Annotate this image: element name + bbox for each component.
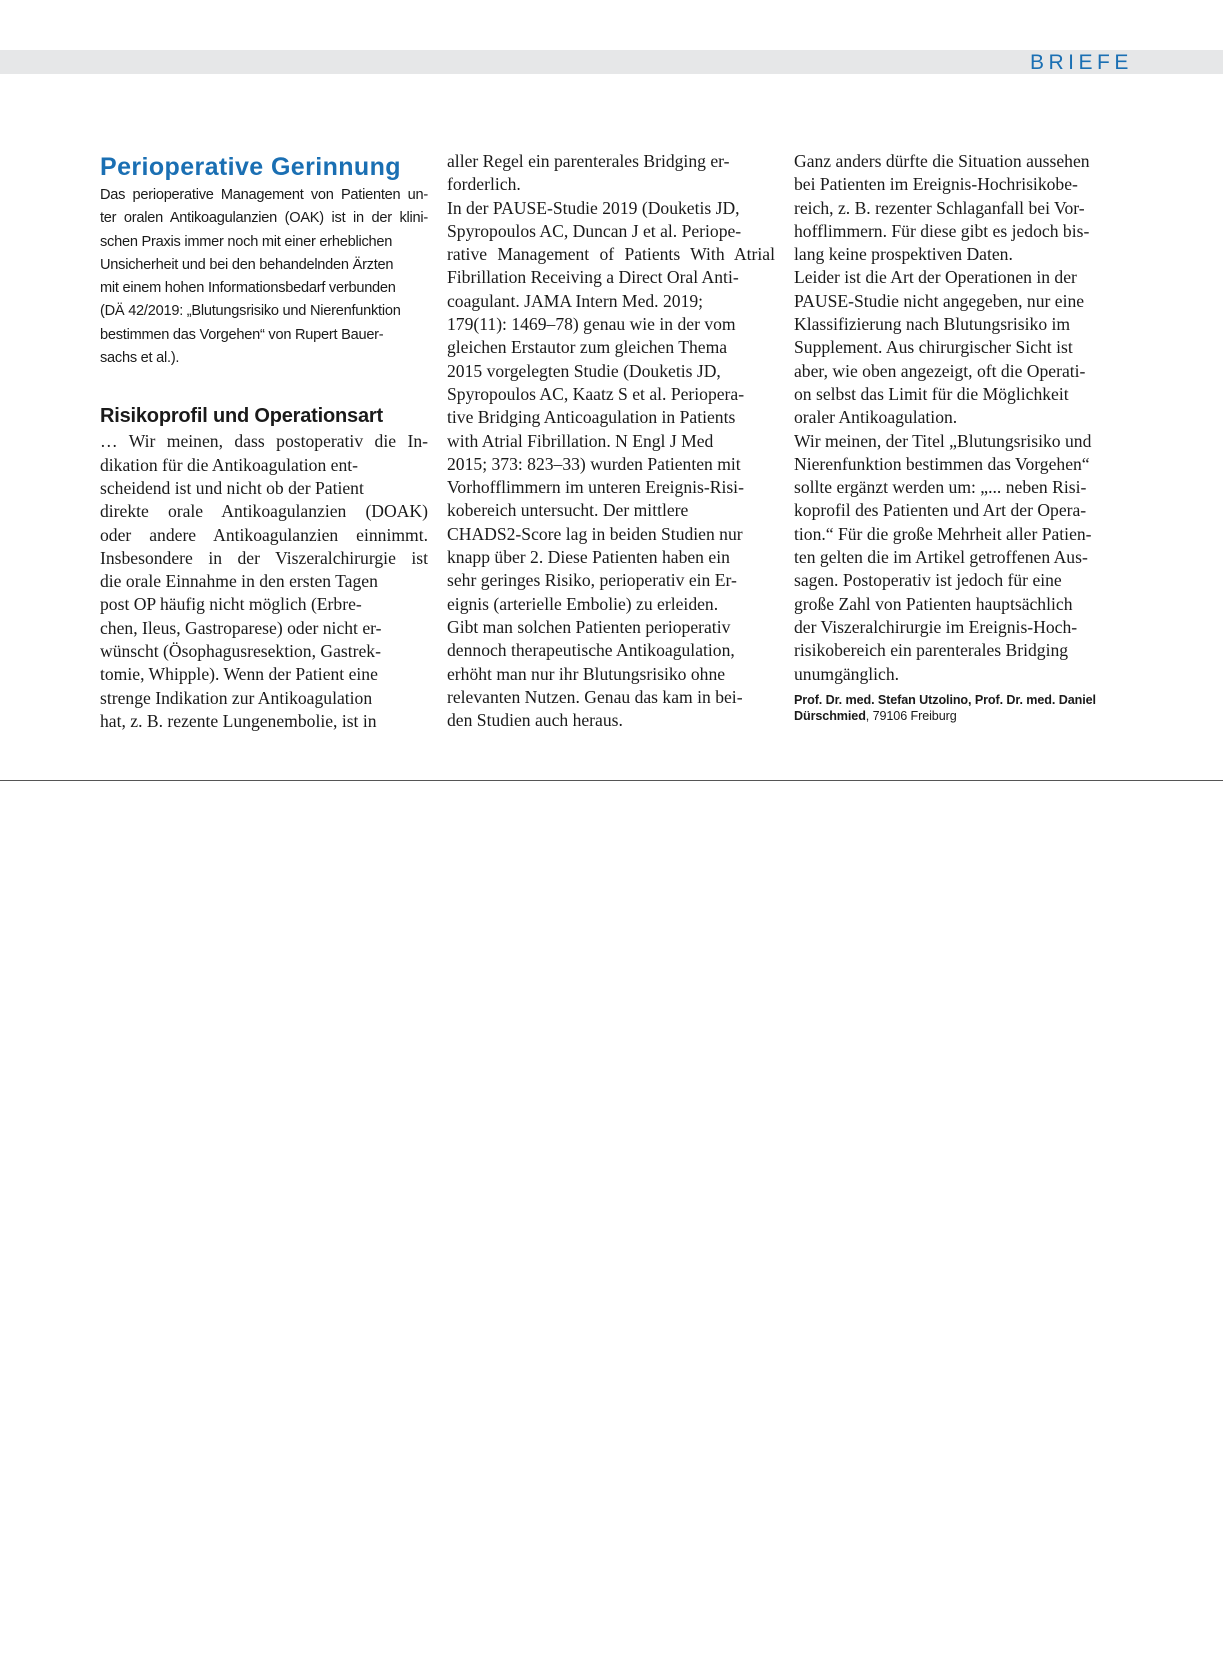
body-line: reich, z. B. rezenter Schlaganfall bei Vor- — [794, 197, 1085, 218]
body-line: Nierenfunktion bestimmen das Vorgehen“ — [794, 453, 1090, 474]
body-line: die orale Einnahme in den ersten Tagen — [100, 571, 378, 592]
body-line: rative Management of Patients With Atrial — [447, 244, 775, 265]
body-line: In der PAUSE-Studie 2019 (Douketis JD, — [447, 197, 740, 218]
body-line: koprofil des Patienten und Art der Opera- — [794, 500, 1087, 521]
body-line: relevanten Nutzen. Genau das kam in bei- — [447, 686, 743, 707]
author-signature — [794, 692, 1122, 725]
body-line: tive Bridging Anticoagulation in Patients — [447, 407, 736, 428]
signature-location: , 79106 Freiburg — [865, 709, 957, 724]
body-line: sollte ergänzt werden um: „... neben Risi- — [794, 477, 1087, 498]
column-3 — [794, 150, 1122, 725]
body-line: oder andere Antikoagulanzien einnimmt. — [100, 524, 428, 545]
signature-author-last: Dürschmied — [794, 709, 866, 724]
body-line: Ganz anders dürfte die Situation aussehen — [794, 151, 1090, 171]
body-line: coagulant. JAMA Intern Med. 2019; — [447, 290, 704, 311]
lead-line: mit einem hohen Informationsbedarf verbunden — [100, 280, 396, 297]
body-line: Insbesondere in der Viszeralchirurgie ist — [100, 547, 428, 568]
body-text-col1 — [100, 430, 428, 733]
body-line: kobereich untersucht. Der mittlere — [447, 500, 689, 521]
body-line: unumgänglich. — [794, 663, 900, 684]
body-line: chen, Ileus, Gastroparese) oder nicht er- — [100, 617, 382, 638]
body-line: wünscht (Ösophagusresektion, Gastrek- — [100, 641, 381, 662]
bottom-rule — [0, 780, 1223, 781]
lead-line: ter oralen Antikoagulanzien (OAK) ist in der klini- — [100, 210, 428, 227]
body-line: erhöht man nur ihr Blutungsrisiko ohne — [447, 663, 726, 684]
lead-line: (DÄ 42/2019: „Blutungsrisiko und Nierenfunktion — [100, 303, 401, 320]
lead-line: Das perioperative Management von Patienten un- — [100, 187, 428, 203]
body-line: der Viszeralchirurgie im Ereignis-Hoch- — [794, 616, 1078, 637]
body-line: 2015 vorgelegten Studie (Douketis JD, — [447, 360, 721, 381]
body-line: oraler Antikoagulation. — [794, 407, 958, 428]
body-line: aller Regel ein parenterales Bridging er- — [447, 151, 730, 171]
body-line: PAUSE-Studie nicht angegeben, nur eine — [794, 290, 1085, 311]
body-line: Spyropoulos AC, Duncan J et al. Periope- — [447, 220, 742, 241]
body-line: 179(11): 1469–78) genau wie in der vom — [447, 314, 736, 335]
body-line: gleichen Erstautor zum gleichen Thema — [447, 337, 728, 358]
body-line: den Studien auch heraus. — [447, 710, 623, 731]
body-line: ten gelten die im Artikel getroffenen Aus- — [794, 547, 1088, 568]
body-line: scheidend ist und nicht ob der Patient — [100, 477, 364, 498]
body-line: tomie, Whipple). Wenn der Patient eine — [100, 664, 378, 685]
column-2 — [447, 150, 775, 732]
section-label: BRIEFE — [1030, 51, 1133, 74]
body-line: große Zahl von Patienten hauptsächlich — [794, 593, 1073, 614]
lead-line: schen Praxis immer noch mit einer erheblichen — [100, 233, 393, 250]
article-title: Perioperative Gerinnung — [100, 153, 401, 181]
body-line: CHADS2-Score lag in beiden Studien nur — [447, 523, 743, 544]
body-line: 2015; 373: 823–33) wurden Patienten mit — [447, 453, 741, 474]
signature-authors: Prof. Dr. med. Stefan Utzolino, Prof. Dr. med. Daniel — [794, 692, 1096, 707]
body-line: forderlich. — [447, 174, 521, 195]
body-line: sehr geringes Risiko, perioperativ ein Er- — [447, 570, 737, 591]
body-line: eignis (arterielle Embolie) zu erleiden. — [447, 593, 719, 614]
body-line: Vorhofflimmern im unteren Ereignis-Risi- — [447, 477, 744, 498]
body-line: direkte orale Antikoagulanzien (DOAK) — [100, 501, 428, 522]
body-line: post OP häufig nicht möglich (Erbre- — [100, 594, 362, 615]
body-line: bei Patienten im Ereignis-Hochrisikobe- — [794, 174, 1078, 195]
body-line: Supplement. Aus chirurgischer Sicht ist — [794, 337, 1073, 358]
body-line: dikation für die Antikoagulation ent- — [100, 454, 358, 475]
body-line: hofflimmern. Für diese gibt es jedoch bis- — [794, 220, 1090, 241]
subheading: Risikoprofil und Operationsart — [100, 405, 383, 428]
body-line: Klassifizierung nach Blutungsrisiko im — [794, 314, 1071, 335]
body-line: tion.“ Für die große Mehrheit aller Patien- — [794, 523, 1092, 544]
lead-line: bestimmen das Vorgehen“ von Rupert Bauer- — [100, 326, 384, 343]
lead-line: Unsicherheit und bei den behandelnden Ärzten — [100, 256, 394, 273]
body-line: on selbst das Limit für die Möglichkeit — [794, 383, 1069, 404]
body-line: dennoch therapeutische Antikoagulation, — [447, 640, 735, 661]
body-line: Wir meinen, der Titel „Blutungsrisiko und — [794, 430, 1092, 451]
body-line: strenge Indikation zur Antikoagulation — [100, 687, 373, 708]
body-line: Leider ist die Art der Operationen in der — [794, 267, 1077, 288]
body-line: … Wir meinen, dass postoperativ die In- — [100, 431, 428, 452]
body-line: lang keine prospektiven Daten. — [794, 244, 1013, 265]
lead-line: sachs et al.). — [100, 350, 180, 367]
body-line: Gibt man solchen Patienten perioperativ — [447, 616, 731, 637]
body-line: knapp über 2. Diese Patienten haben ein — [447, 547, 730, 568]
body-line: Spyropoulos AC, Kaatz S et al. Periopera- — [447, 383, 745, 404]
column-1 — [100, 150, 428, 733]
body-line: aber, wie oben angezeigt, oft die Operati- — [794, 360, 1086, 381]
body-line: risikobereich ein parenterales Bridging — [794, 640, 1069, 661]
lead-paragraph — [100, 184, 428, 370]
body-line: Fibrillation Receiving a Direct Oral Anti- — [447, 267, 739, 288]
body-line: with Atrial Fibrillation. N Engl J Med — [447, 430, 714, 451]
body-line: sagen. Postoperativ ist jedoch für eine — [794, 570, 1062, 591]
body-line: hat, z. B. rezente Lungenembolie, ist in — [100, 710, 377, 731]
